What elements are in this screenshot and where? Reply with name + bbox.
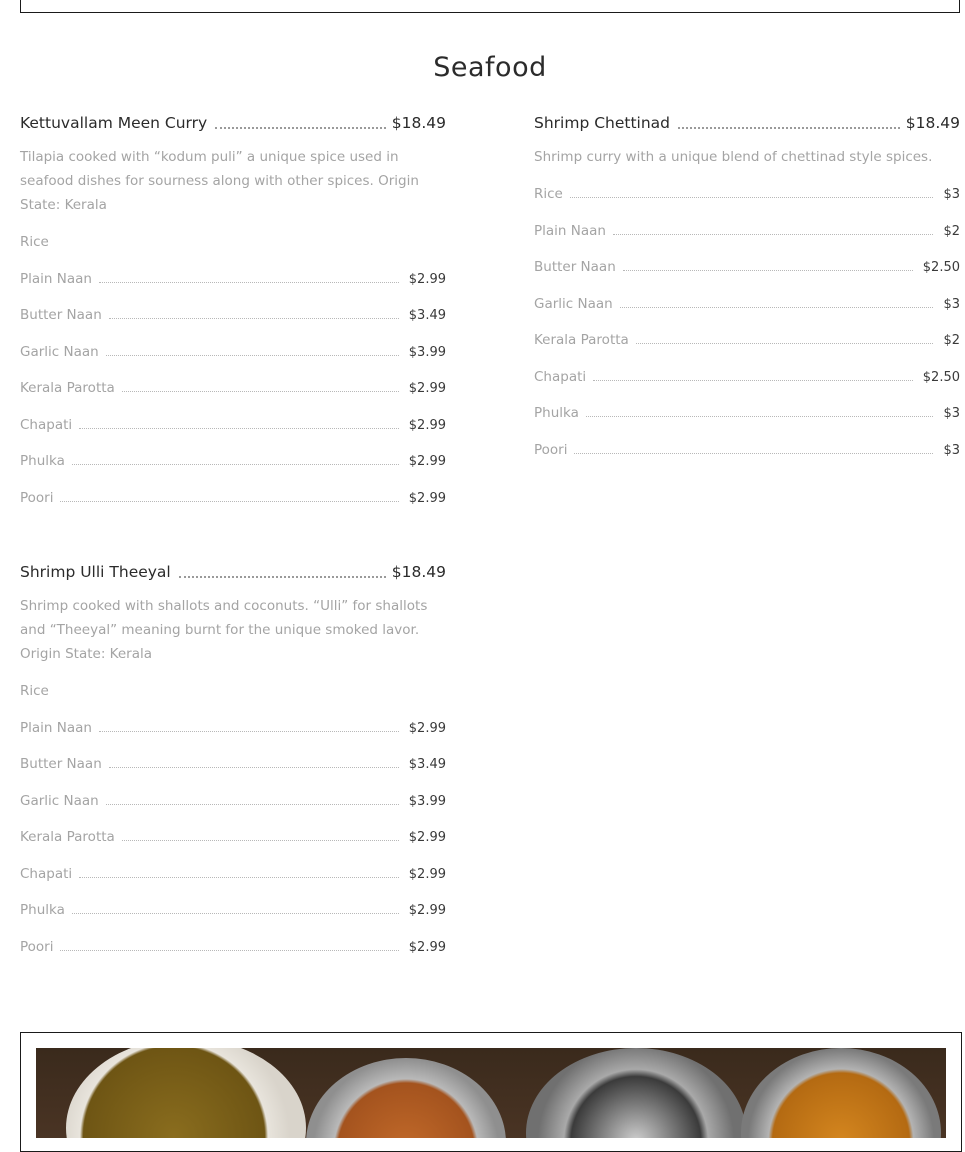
option-name: Butter Naan [20,756,102,772]
menu-item-options [20,679,446,955]
option-item [534,219,960,239]
menu-item-name: Shrimp Ulli Theeyal [20,563,171,581]
option-price: $3 [943,187,960,202]
option-price: $3.49 [408,757,446,772]
option-item [534,255,960,275]
menu-item-options [20,230,446,506]
option-name: Garlic Naan [534,295,613,312]
top-frame-border [20,0,960,13]
food-photo [36,1048,946,1138]
dot-leader [574,453,933,454]
option-name: Poori [20,489,54,506]
dot-leader [620,307,934,308]
option-price: $2.50 [922,369,960,385]
dot-leader [72,464,399,465]
option-item [20,413,446,433]
option-price: $2.99 [408,381,446,396]
menu-item-description: Tilapia cooked with “kodum puli” a unique spice used in seafood dishes for sourness along with other spices. Origin State: Kerala [20,149,419,213]
option-name: Plain Naan [534,222,606,239]
option-price: $3.99 [408,344,446,360]
dot-leader [109,318,399,319]
option-item [20,789,446,809]
option-price: $2.99 [408,271,446,287]
option-item [20,230,446,250]
option-price: $2.99 [408,830,446,845]
option-name: Rice [20,234,49,250]
option-name: Poori [20,938,54,955]
dot-leader [122,391,399,392]
menu-item-header [20,108,446,132]
dot-leader [60,501,398,502]
bowl-shape [66,1048,306,1138]
option-name: Kerala Parotta [20,829,115,845]
option-price: $2 [943,333,960,348]
dot-leader [623,270,913,271]
menu-item-price: $18.49 [391,114,446,132]
option-name: Garlic Naan [20,343,99,360]
dot-leader [79,428,399,429]
option-item [20,679,446,699]
option-item [20,486,446,506]
option-price: $2.99 [408,490,446,506]
dot-leader [215,127,386,129]
menu-item-description: Shrimp cooked with shallots and coconuts. “Ulli” for shallots and “Theeyal” meaning burnt for the unique smoked lavor. Origin State: Kerala [20,598,428,662]
dot-leader [678,127,900,129]
dot-leader [106,804,399,805]
menu-item-name: Shrimp Chettinad [534,114,671,132]
option-price: $2.99 [408,417,446,433]
option-name: Rice [534,186,563,202]
dot-leader [570,197,934,198]
option-price: $2 [943,223,960,239]
option-name: Butter Naan [20,307,102,323]
section-title: Seafood [433,52,547,83]
option-name: Chapati [20,865,73,882]
dot-leader [106,355,399,356]
option-name: Phulka [20,902,65,918]
option-item [20,449,446,469]
option-price: $2.50 [922,260,960,275]
dot-leader [72,913,399,914]
dot-leader [613,234,933,235]
dot-leader [593,380,913,381]
menu-item-price: $18.49 [905,114,960,132]
menu-item-options [534,182,960,458]
option-price: $3 [943,406,960,421]
option-item [20,752,446,772]
bowl-shape [741,1048,941,1138]
option-item [534,365,960,385]
option-price: $3 [943,442,960,458]
option-price: $3.49 [408,308,446,323]
option-item [20,376,446,396]
option-name: Phulka [534,405,579,421]
option-item [534,292,960,312]
option-name: Rice [20,683,49,699]
option-name: Phulka [20,453,65,469]
option-item [20,935,446,955]
dot-leader [79,877,399,878]
option-item [534,182,960,202]
option-item [534,401,960,421]
dot-leader [122,840,399,841]
option-price: $2.99 [408,866,446,882]
option-item [534,328,960,348]
option-price: $3 [943,296,960,312]
menu-item-description: Shrimp curry with a unique blend of chettinad style spices. [534,149,933,165]
option-name: Butter Naan [534,259,616,275]
dot-leader [99,731,399,732]
menu-item-price: $18.49 [391,563,446,581]
dot-leader [109,767,399,768]
dot-leader [586,416,934,417]
option-price: $2.99 [408,903,446,918]
menu-item-shrimp-chettinad [534,108,960,458]
bowl-shape [306,1058,506,1138]
option-name: Poori [534,441,568,458]
option-price: $2.99 [408,454,446,469]
menu-item-header [534,108,960,132]
menu-item-name: Kettuvallam Meen Curry [20,114,208,132]
menu-item-header [20,557,446,581]
dot-leader [60,950,398,951]
option-name: Chapati [534,368,587,385]
option-item [20,340,446,360]
bowl-shape [526,1048,746,1138]
menu-item-kettuvallam-meen-curry [20,108,446,506]
option-price: $3.99 [408,793,446,809]
option-name: Plain Naan [20,270,92,287]
option-item [20,898,446,918]
option-name: Kerala Parotta [534,332,629,348]
dot-leader [179,576,386,578]
option-name: Chapati [20,416,73,433]
menu-item-shrimp-ulli-theeyal [20,557,446,955]
option-price: $2.99 [408,720,446,736]
option-item [20,825,446,845]
dot-leader [99,282,399,283]
option-name: Plain Naan [20,719,92,736]
option-name: Garlic Naan [20,792,99,809]
option-item [20,716,446,736]
option-price: $2.99 [408,939,446,955]
dot-leader [636,343,934,344]
option-name: Kerala Parotta [20,380,115,396]
option-item [534,438,960,458]
option-item [20,267,446,287]
option-item [20,862,446,882]
option-item [20,303,446,323]
